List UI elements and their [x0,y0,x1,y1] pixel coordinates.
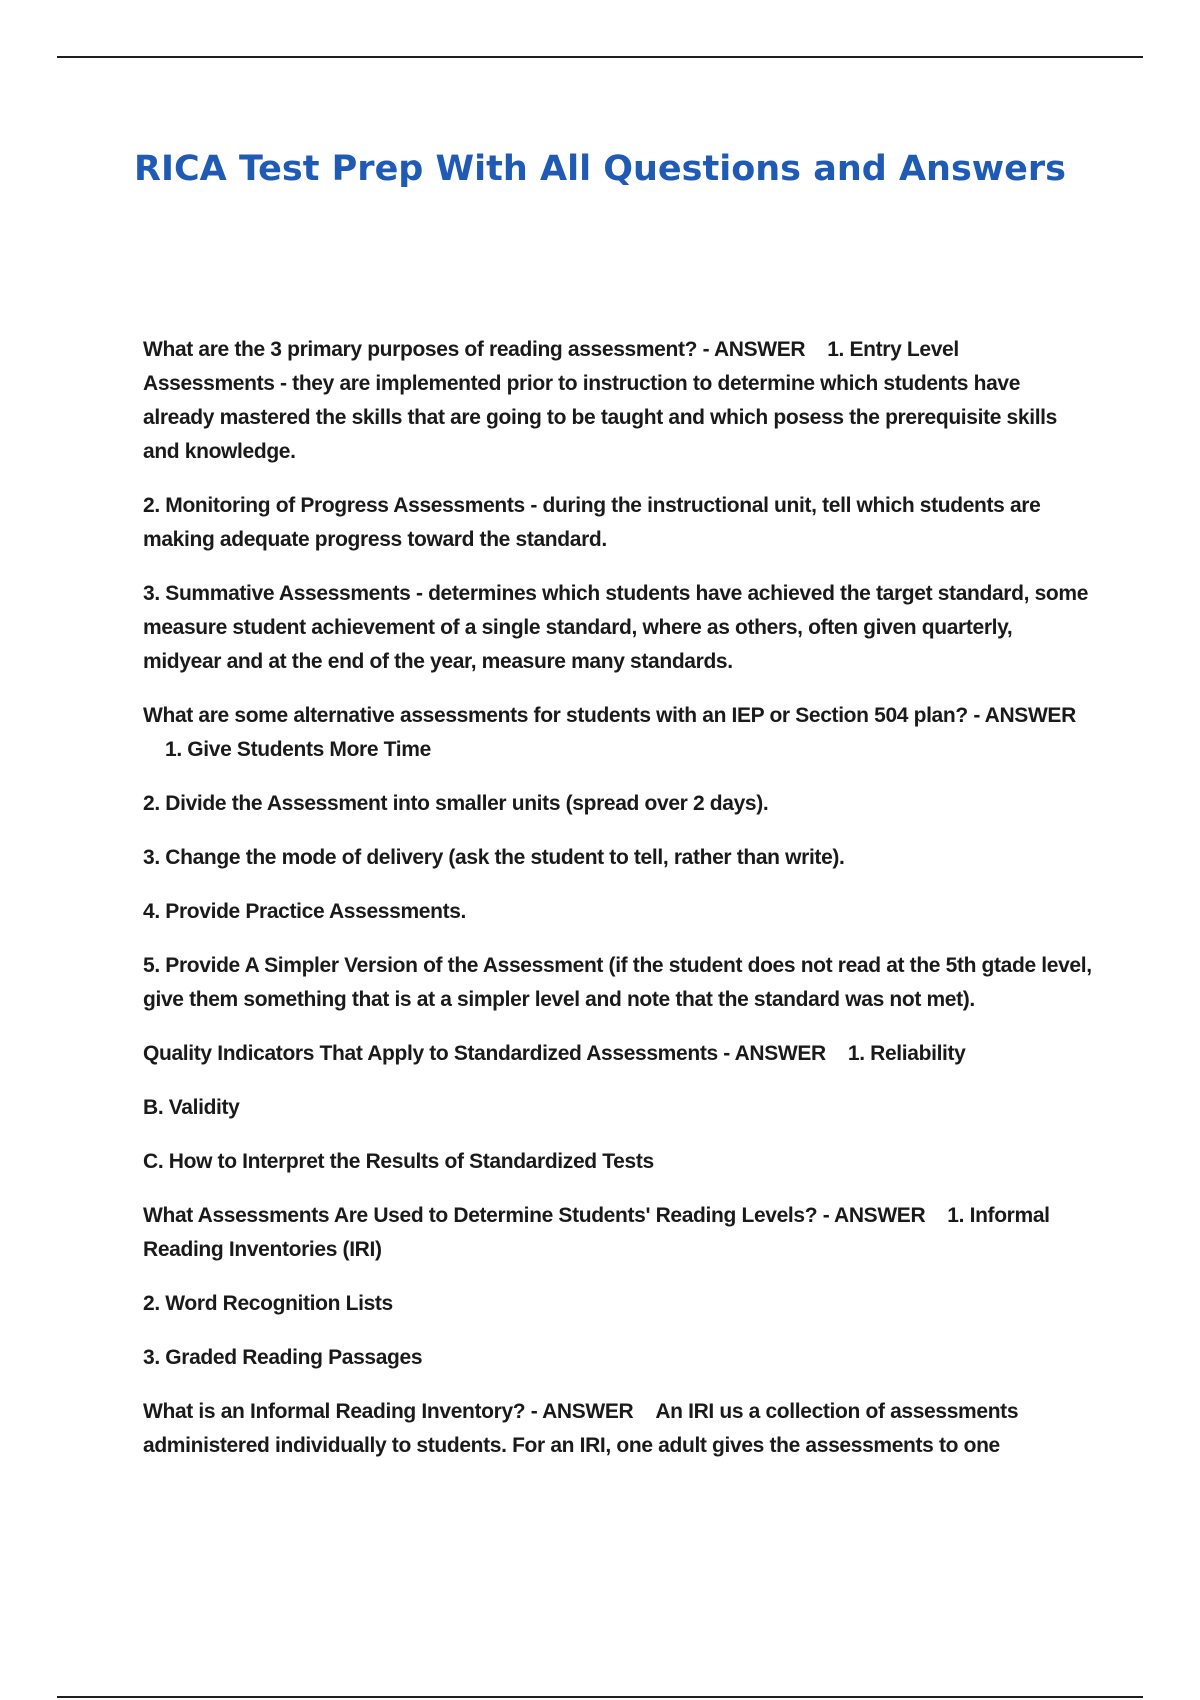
answer-paragraph: 2. Word Recognition Lists [143,1292,393,1315]
answer-paragraph: 3. Change the mode of delivery (ask the student to tell, rather than write). [143,846,845,869]
question-text: Quality Indicators That Apply to Standardized Assessments - ANSWER [143,1042,826,1065]
header-rule [57,56,1143,58]
question-text: What are some alternative assessments for students with an IEP or Section 504 plan? - ANSWER [143,704,1076,727]
answer-text: 1. Reliability [847,1042,966,1065]
answer-paragraph: 3. Summative Assessments - determines which students have achieved the target standard, some measure student achievement of a single standard, where as others, often given quarterly, midyear and at the end of the year, measure many standards. [143,582,1089,673]
answer-text: 1. Give Students More Time [165,738,431,761]
question-paragraph [143,1199,1093,1267]
answer-paragraph: C. How to Interpret the Results of Standardized Tests [143,1150,654,1173]
question-paragraph [143,333,1093,469]
answer-text: An IRI us a collection of assessments administered individually to students. For an IRI, one adult gives the assessments to one [143,1400,1019,1457]
footer-rule [57,1696,1143,1698]
document-body [143,333,1093,1483]
answer-paragraph: 3. Graded Reading Passages [143,1346,423,1369]
question-text: What Assessments Are Used to Determine Students' Reading Levels? - ANSWER [143,1204,926,1227]
question-text: What are the 3 primary purposes of reading assessment? - ANSWER [143,338,806,361]
answer-paragraph: 4. Provide Practice Assessments. [143,900,467,923]
question-paragraph [143,1037,1093,1071]
question-text: What is an Informal Reading Inventory? - ANSWER [143,1400,634,1423]
answer-paragraph: B. Validity [143,1096,240,1119]
question-paragraph [143,1395,1093,1463]
answer-text: 1. Informal Reading Inventories (IRI) [143,1204,1050,1261]
question-paragraph [143,699,1093,767]
document-title: RICA Test Prep With All Questions and Answers [134,149,1066,189]
answer-paragraph: 2. Divide the Assessment into smaller units (spread over 2 days). [143,792,769,815]
answer-text: 1. Entry Level Assessments - they are implemented prior to instruction to determine which students have already mastered the skills that are going to be taught and which posess the prerequisite skills and knowledge. [143,338,1057,463]
answer-paragraph: 5. Provide A Simpler Version of the Assessment (if the student does not read at the 5th gtade level, give them something that is at a simpler level and note that the standard was not met). [143,954,1092,1011]
answer-paragraph: 2. Monitoring of Progress Assessments - during the instructional unit, tell which students are making adequate progress toward the standard. [143,494,1041,551]
